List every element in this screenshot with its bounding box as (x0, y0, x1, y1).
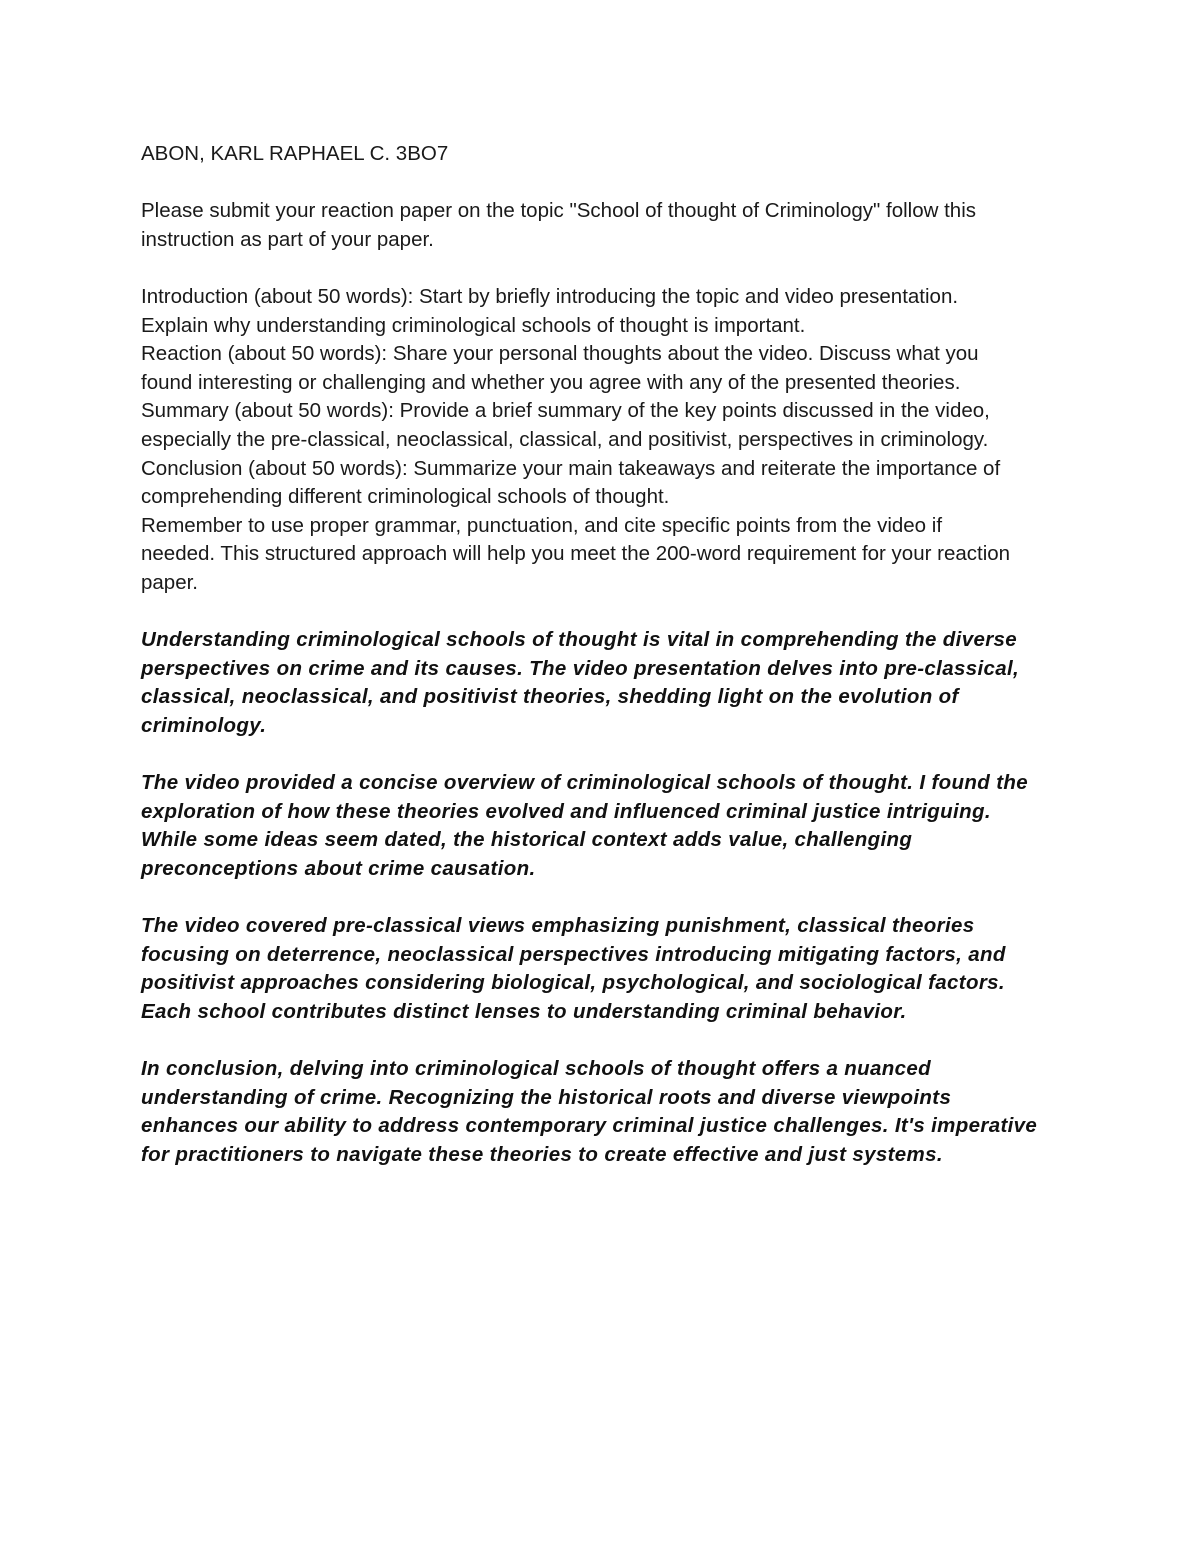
spacer (141, 254, 1071, 283)
conclusion-paragraph (141, 1055, 1071, 1169)
prompt-line: Please submit your reaction paper on the topic "School of thought of Criminology" follow this (141, 199, 977, 223)
paragraph-line: The video provided a concise overview of criminological schools of thought. I found the (141, 771, 1028, 795)
paragraph-line: enhances our ability to address contemporary criminal justice challenges. It's imperative (141, 1114, 1038, 1138)
guideline-line: Remember to use proper grammar, punctuation, and cite specific points from the video if (141, 513, 943, 537)
paragraph-line: classical, neoclassical, and positivist theories, shedding light on the evolution of (141, 685, 959, 709)
document-body (141, 140, 1071, 1169)
guideline-line: needed. This structured approach will help you meet the 200-word requirement for your reaction (141, 542, 1011, 566)
summary-paragraph (141, 912, 1071, 1026)
paragraph-line: exploration of how these theories evolved and influenced criminal justice intriguing. (141, 799, 991, 823)
paragraph-line: perspectives on crime and its causes. The video presentation delves into pre-classical, (141, 656, 1020, 680)
assignment-guidelines (141, 283, 1071, 598)
guideline-line: Explain why understanding criminological schools of thought is important. (141, 313, 806, 337)
spacer (141, 169, 1071, 198)
guideline-line: Conclusion (about 50 words): Summarize your main takeaways and reiterate the importance of (141, 456, 1001, 480)
paragraph-line: for practitioners to navigate these theories to create effective and just systems. (141, 1142, 943, 1166)
spacer (141, 883, 1071, 912)
paragraph-line: positivist approaches considering biological, psychological, and sociological factors. (141, 971, 1005, 995)
paragraph-line: In conclusion, delving into criminological schools of thought offers a nuanced (141, 1057, 932, 1080)
spacer (141, 598, 1071, 627)
guideline-line: Reaction (about 50 words): Share your personal thoughts about the video. Discuss what you (141, 342, 979, 366)
paragraph-line: Understanding criminological schools of thought is vital in comprehending the diverse (141, 628, 1018, 652)
guideline-line: paper. (141, 570, 198, 594)
spacer (141, 740, 1071, 769)
guideline-line: Summary (about 50 words): Provide a brief summary of the key points discussed in the video, (141, 399, 990, 423)
paragraph-line: focusing on deterrence, neoclassical perspectives introducing mitigating factors, and (141, 942, 1006, 966)
paragraph-line: Each school contributes distinct lenses to understanding criminal behavior. (141, 999, 907, 1023)
guideline-line: comprehending different criminological schools of thought. (141, 485, 670, 509)
spacer (141, 1026, 1071, 1055)
paragraph-line: preconceptions about crime causation. (141, 856, 536, 880)
guideline-line: Introduction (about 50 words): Start by briefly introducing the topic and video presentation. (141, 284, 959, 308)
paragraph-line: criminology. (141, 713, 267, 737)
paragraph-line: understanding of crime. Recognizing the historical roots and diverse viewpoints (141, 1085, 952, 1109)
paragraph-line: The video covered pre-classical views emphasizing punishment, classical theories (141, 914, 975, 938)
student-name-line: ABON, KARL RAPHAEL C. 3BO7 (141, 142, 449, 165)
prompt-line: instruction as part of your paper. (141, 227, 434, 251)
guideline-line: found interesting or challenging and whether you agree with any of the presented theories. (141, 370, 961, 394)
paragraph-line: While some ideas seem dated, the historical context adds value, challenging (141, 828, 913, 852)
assignment-prompt (141, 197, 1071, 254)
guideline-line: especially the pre-classical, neoclassical, classical, and positivist, perspectives in criminology. (141, 427, 989, 451)
introduction-paragraph (141, 626, 1071, 740)
reaction-paragraph (141, 769, 1071, 883)
